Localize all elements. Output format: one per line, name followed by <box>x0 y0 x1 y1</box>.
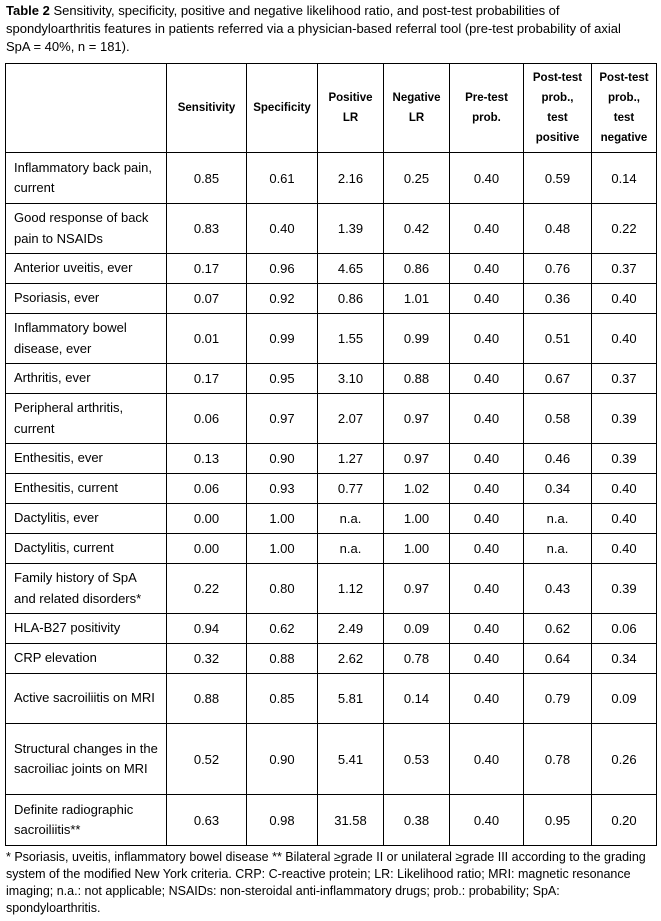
table-cell: 0.39 <box>592 394 657 444</box>
table-cell: 0.62 <box>524 614 592 644</box>
row-label: Peripheral arthritis, current <box>6 394 167 444</box>
table-cell: 1.02 <box>384 474 450 504</box>
table-cell: 0.78 <box>384 644 450 674</box>
table-cell: 1.39 <box>318 204 384 254</box>
table-cell: 0.40 <box>450 153 524 204</box>
table-cell: 0.34 <box>524 474 592 504</box>
table-footnote: * Psoriasis, uveitis, inflammatory bowel disease ** Bilateral ≥grade II or unilateral ≥grade III according to the grading system of the modified New York criteria. CRP: C-reactive protein; LR: Likelihood ratio; MRI: magnetic resonance imaging; n.a.: not applicable; NSAIDs: non-steroidal anti-inflammatory drugs; prob.: probability; SpA: spondyloarthritis. <box>6 850 646 915</box>
table-cell: 0.40 <box>450 474 524 504</box>
table-row <box>6 534 657 564</box>
table-cell: 2.07 <box>318 394 384 444</box>
table-cell: 0.99 <box>247 314 318 364</box>
table-row <box>6 674 657 724</box>
table-cell: 0.79 <box>524 674 592 724</box>
row-label: Enthesitis, ever <box>6 444 167 474</box>
column-header <box>167 64 247 153</box>
table-cell: 2.49 <box>318 614 384 644</box>
table-cell: 0.06 <box>167 474 247 504</box>
table-cell: 0.86 <box>318 284 384 314</box>
table-cell: 0.06 <box>167 394 247 444</box>
table-body <box>6 153 657 846</box>
column-header-line: prob., <box>541 92 574 104</box>
table-caption-text: Sensitivity, specificity, positive and negative likelihood ratio, and post-test probabilities of spondyloarthritis features in patients referred via a physician-based referral tool (pre-test probability of axial SpA = 40%, n = 181). <box>6 3 621 54</box>
table-cell: 0.88 <box>167 674 247 724</box>
table-cell: 0.40 <box>592 534 657 564</box>
table-cell: 0.09 <box>384 614 450 644</box>
table-cell: 0.26 <box>592 724 657 795</box>
table-cell: 0.96 <box>247 254 318 284</box>
table-cell: 0.40 <box>450 644 524 674</box>
table-cell: 0.37 <box>592 254 657 284</box>
header-empty-cell <box>6 64 167 153</box>
table-cell: 0.32 <box>167 644 247 674</box>
table-row <box>6 254 657 284</box>
table-header-row <box>6 64 657 153</box>
table-cell: 0.00 <box>167 534 247 564</box>
table-cell: 1.27 <box>318 444 384 474</box>
table-cell: 0.59 <box>524 153 592 204</box>
table-cell: 0.97 <box>384 444 450 474</box>
column-header-line: Specificity <box>253 102 311 114</box>
column-header-line: Sensitivity <box>177 102 236 114</box>
table-cell: 0.40 <box>592 314 657 364</box>
table-row <box>6 364 657 394</box>
column-header-line: negative <box>600 132 648 144</box>
table-cell: n.a. <box>318 504 384 534</box>
table-row <box>6 153 657 204</box>
table-cell: 0.14 <box>592 153 657 204</box>
table-cell: 0.34 <box>592 644 657 674</box>
column-header <box>524 64 592 153</box>
table-cell: 5.41 <box>318 724 384 795</box>
table-cell: 0.90 <box>247 444 318 474</box>
row-label: Anterior uveitis, ever <box>6 254 167 284</box>
table-row <box>6 644 657 674</box>
table-cell: 0.92 <box>247 284 318 314</box>
table-caption-label: Table 2 <box>6 3 50 18</box>
table-row <box>6 284 657 314</box>
table-cell: 0.37 <box>592 364 657 394</box>
table-cell: 0.40 <box>450 795 524 846</box>
table-cell: 0.22 <box>167 564 247 614</box>
column-header <box>318 64 384 153</box>
row-label: Definite radiographic sacroiliitis** <box>6 795 167 846</box>
table-cell: 0.83 <box>167 204 247 254</box>
table-cell: 0.20 <box>592 795 657 846</box>
table-row <box>6 795 657 846</box>
row-label: Enthesitis, current <box>6 474 167 504</box>
table-cell: 0.06 <box>592 614 657 644</box>
column-header-line: Post-test <box>532 72 583 84</box>
table-cell: 0.94 <box>167 614 247 644</box>
row-label: Active sacroiliitis on MRI <box>6 674 167 724</box>
column-header <box>384 64 450 153</box>
column-header-line: prob., <box>608 92 640 104</box>
table-cell: 0.98 <box>247 795 318 846</box>
table-cell: 0.52 <box>167 724 247 795</box>
table-row <box>6 444 657 474</box>
row-label: HLA-B27 positivity <box>6 614 167 644</box>
results-table <box>5 63 657 846</box>
table-cell: 0.43 <box>524 564 592 614</box>
table-cell: 0.25 <box>384 153 450 204</box>
table-cell: 4.65 <box>318 254 384 284</box>
table-cell: 2.62 <box>318 644 384 674</box>
table-cell: n.a. <box>318 534 384 564</box>
row-label: Family history of SpA and related disorders* <box>6 564 167 614</box>
column-header-line: LR <box>408 112 425 124</box>
table-cell: 0.61 <box>247 153 318 204</box>
table-cell: 0.40 <box>450 724 524 795</box>
table-cell: 0.09 <box>592 674 657 724</box>
table-cell: 0.40 <box>592 284 657 314</box>
column-header <box>247 64 318 153</box>
table-cell: 0.01 <box>167 314 247 364</box>
table-cell: 1.12 <box>318 564 384 614</box>
table-row <box>6 614 657 644</box>
column-header-line: prob. <box>472 112 501 124</box>
table-row <box>6 504 657 534</box>
table-cell: 0.36 <box>524 284 592 314</box>
table-cell: 0.40 <box>450 284 524 314</box>
table-cell: 0.40 <box>450 204 524 254</box>
row-label: Psoriasis, ever <box>6 284 167 314</box>
table-cell: 0.14 <box>384 674 450 724</box>
table-cell: 0.58 <box>524 394 592 444</box>
table-cell: 0.62 <box>247 614 318 644</box>
table-cell: 31.58 <box>318 795 384 846</box>
row-label: Inflammatory bowel disease, ever <box>6 314 167 364</box>
table-cell: 0.48 <box>524 204 592 254</box>
table-cell: 0.00 <box>167 504 247 534</box>
table-cell: 3.10 <box>318 364 384 394</box>
table-cell: 0.97 <box>384 564 450 614</box>
table-cell: 0.63 <box>167 795 247 846</box>
table-cell: 0.76 <box>524 254 592 284</box>
table-cell: 0.90 <box>247 724 318 795</box>
column-header-line: Negative <box>392 92 441 104</box>
table-cell: 0.78 <box>524 724 592 795</box>
column-header-line: Pre-test <box>465 92 508 104</box>
table-cell: n.a. <box>524 504 592 534</box>
table-cell: 0.40 <box>450 564 524 614</box>
table-cell: 0.85 <box>247 674 318 724</box>
column-header-line: test <box>547 112 568 124</box>
row-label: Structural changes in the sacroiliac joints on MRI <box>6 724 167 795</box>
table-cell: 0.22 <box>592 204 657 254</box>
table-cell: 5.81 <box>318 674 384 724</box>
table-row <box>6 314 657 364</box>
table-cell: 0.85 <box>167 153 247 204</box>
table-caption <box>6 2 646 56</box>
table-cell: 1.55 <box>318 314 384 364</box>
column-header <box>592 64 657 153</box>
table-cell: 0.46 <box>524 444 592 474</box>
row-label: Dactylitis, current <box>6 534 167 564</box>
table-cell: 0.53 <box>384 724 450 795</box>
table-cell: 0.86 <box>384 254 450 284</box>
column-header-line: test <box>613 112 635 124</box>
table-cell: 0.17 <box>167 364 247 394</box>
column-header-line: LR <box>342 112 359 124</box>
table-row <box>6 204 657 254</box>
table-cell: 0.51 <box>524 314 592 364</box>
table-cell: 0.17 <box>167 254 247 284</box>
column-header <box>450 64 524 153</box>
table-cell: 0.97 <box>247 394 318 444</box>
table-cell: 1.00 <box>247 534 318 564</box>
table-cell: 0.40 <box>450 444 524 474</box>
table-cell: 0.40 <box>592 504 657 534</box>
table-cell: 1.00 <box>247 504 318 534</box>
table-cell: 0.39 <box>592 444 657 474</box>
table-cell: 0.42 <box>384 204 450 254</box>
table-cell: n.a. <box>524 534 592 564</box>
table-cell: 0.40 <box>592 474 657 504</box>
table-cell: 2.16 <box>318 153 384 204</box>
table-cell: 0.64 <box>524 644 592 674</box>
table-cell: 0.97 <box>384 394 450 444</box>
table-cell: 0.95 <box>524 795 592 846</box>
table-cell: 0.40 <box>450 614 524 644</box>
table-cell: 0.77 <box>318 474 384 504</box>
table-cell: 0.38 <box>384 795 450 846</box>
table-cell: 0.88 <box>247 644 318 674</box>
row-label: Arthritis, ever <box>6 364 167 394</box>
table-cell: 0.93 <box>247 474 318 504</box>
row-label: Inflammatory back pain, current <box>6 153 167 204</box>
table-cell: 0.40 <box>450 364 524 394</box>
table-row <box>6 724 657 795</box>
table-cell: 0.40 <box>450 314 524 364</box>
table-cell: 0.67 <box>524 364 592 394</box>
table-cell: 0.40 <box>450 504 524 534</box>
table-cell: 0.40 <box>450 394 524 444</box>
column-header-line: Post-test <box>599 72 649 84</box>
column-header-line: positive <box>535 132 580 144</box>
table-cell: 0.07 <box>167 284 247 314</box>
table-row <box>6 564 657 614</box>
table-cell: 0.39 <box>592 564 657 614</box>
table-row <box>6 394 657 444</box>
table-cell: 1.00 <box>384 504 450 534</box>
table-cell: 0.95 <box>247 364 318 394</box>
table-cell: 1.00 <box>384 534 450 564</box>
table-cell: 0.40 <box>450 534 524 564</box>
table-cell: 0.13 <box>167 444 247 474</box>
row-label: Good response of back pain to NSAIDs <box>6 204 167 254</box>
table-row <box>6 474 657 504</box>
table-cell: 1.01 <box>384 284 450 314</box>
table-cell: 0.40 <box>450 674 524 724</box>
table-cell: 0.88 <box>384 364 450 394</box>
row-label: Dactylitis, ever <box>6 504 167 534</box>
table-cell: 0.99 <box>384 314 450 364</box>
table-cell: 0.40 <box>247 204 318 254</box>
table-cell: 0.80 <box>247 564 318 614</box>
row-label: CRP elevation <box>6 644 167 674</box>
table-cell: 0.40 <box>450 254 524 284</box>
column-header-line: Positive <box>328 92 373 104</box>
